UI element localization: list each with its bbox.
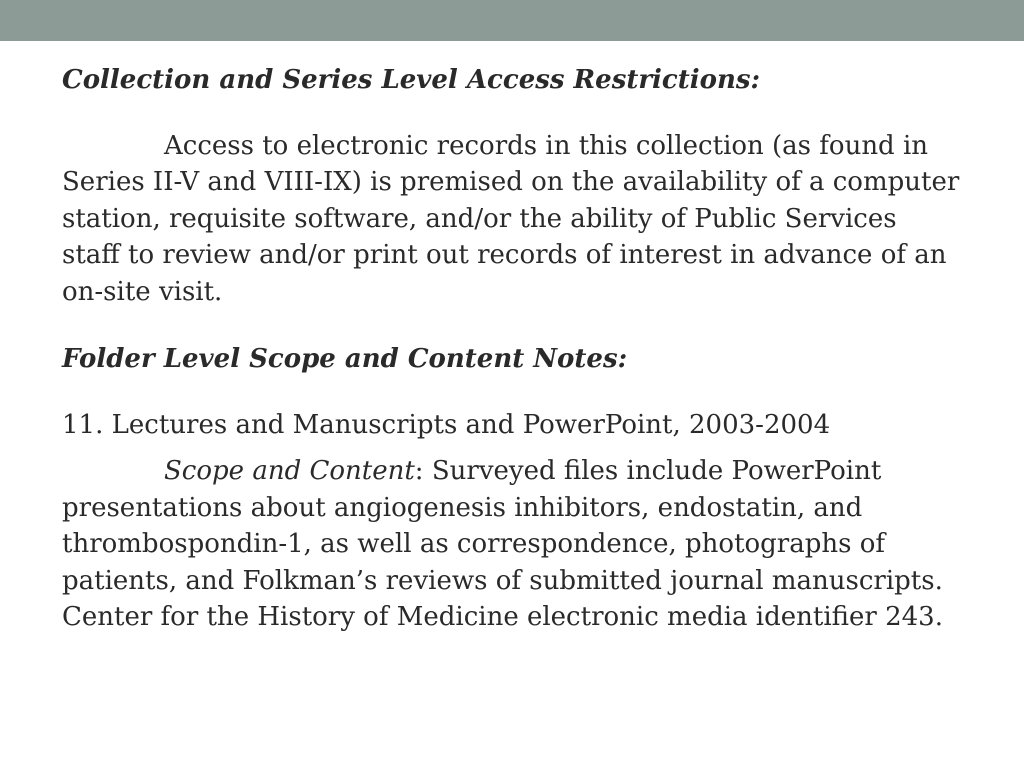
scope-content-paragraph [62, 453, 962, 636]
scope-content-label: Scope and Content [164, 456, 415, 487]
scope-content-text: Surveyed files include PowerPoint presentations about angiogenesis inhibitors, endostatin, and thrombospondin-1, as well as correspondence, photographs of patients, and Folkman’s reviews of submitted journal manuscripts. Center for the History of Medicine electronic media identifier 243. [62, 456, 943, 633]
access-restrictions-heading: Collection and Series Level Access Restrictions: [62, 65, 761, 95]
folder-item-title: 11. Lectures and Manuscripts and PowerPoint, 2003-2004 [62, 410, 831, 441]
scope-content-separator: : [414, 456, 424, 487]
slide-content [62, 60, 962, 636]
slide-header-bar [0, 0, 1024, 41]
access-restrictions-paragraph: Access to electronic records in this collection (as found in Series II-V and VIII-IX) is premised on the availability of a computer station, requisite software, and/or the ability of Public Services staff to review and/or print out records of interest in advance of an on-site visit. [62, 130, 960, 307]
folder-notes-heading: Folder Level Scope and Content Notes: [62, 344, 628, 375]
